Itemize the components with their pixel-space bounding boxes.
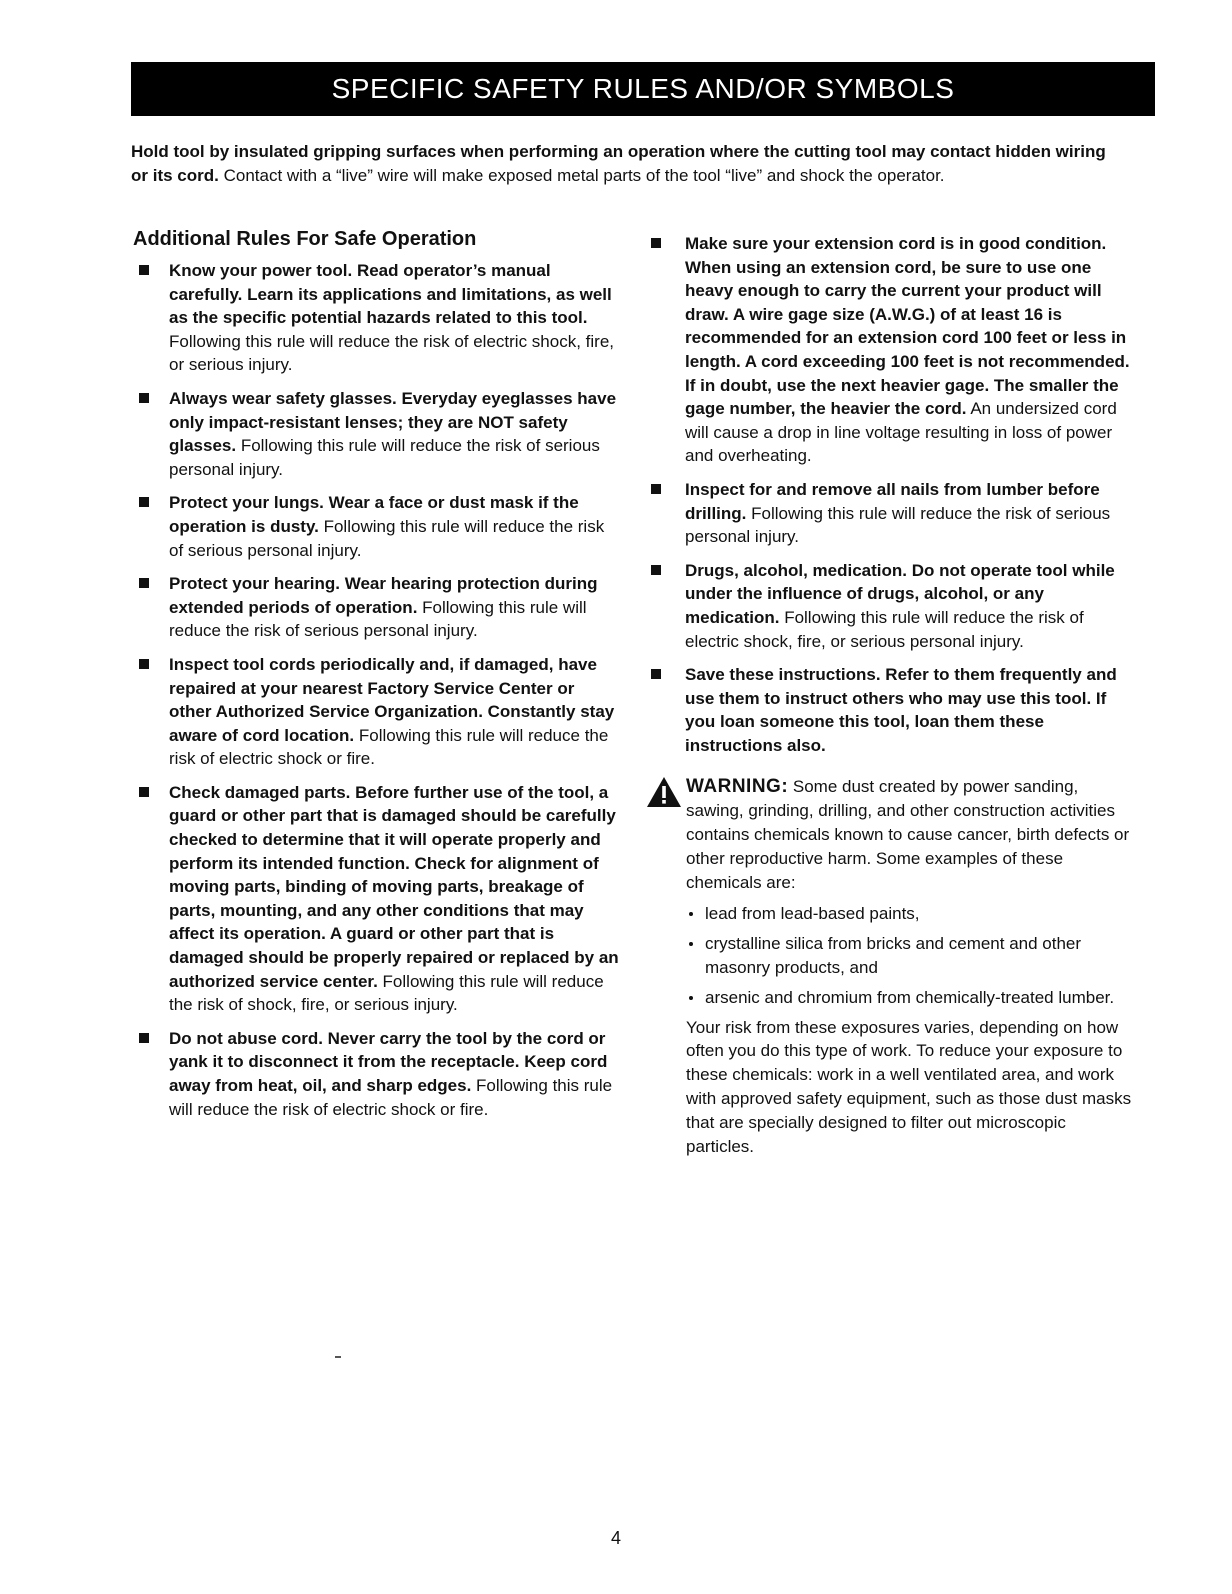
list-item xyxy=(686,986,1136,1010)
square-bullet-icon xyxy=(139,578,149,588)
list-item xyxy=(686,932,1136,980)
rule-damaged-parts xyxy=(131,781,621,1017)
square-bullet-icon xyxy=(651,238,661,248)
square-bullet-icon xyxy=(139,659,149,669)
rule-text: Following this rule will reduce the risk of serious personal injury. xyxy=(169,436,600,479)
square-bullet-icon xyxy=(139,393,149,403)
rule-text: An undersized cord will cause a drop in line voltage resulting in loss of power and overheating. xyxy=(685,399,1117,466)
rule-abuse-cord xyxy=(131,1027,621,1121)
rule-text: Following this rule will reduce the risk of serious personal injury. xyxy=(169,516,605,560)
warning-title: WARNING: xyxy=(686,776,789,798)
rule-text: Following this rule will reduce the risk of shock, fire, or serious injury. xyxy=(169,971,604,1015)
rule-bold: Always wear safety glasses. Everyday eyeglasses have only impact-resistant lenses; they are NOT safety glasses. xyxy=(169,388,617,456)
rule-text: Following this rule will reduce the risk of serious personal injury. xyxy=(685,503,1111,547)
list-item-text: lead from lead-based paints, xyxy=(705,904,920,924)
rule-inspect-cords xyxy=(131,653,621,771)
rule-text: Following this rule will reduce the risk of electric shock or fire. xyxy=(169,1076,613,1119)
square-bullet-icon xyxy=(139,787,149,797)
rule-bold: Drugs, alcohol, medication. Do not operate tool while under the influence of drugs, alcohol, or any medication. xyxy=(685,560,1115,627)
rule-save-instructions xyxy=(646,663,1136,757)
rule-bold: Inspect tool cords periodically and, if damaged, have repaired at your nearest Factory Service Center or other Authorized Service Organization. Constantly stay aware of cord location. xyxy=(169,654,615,745)
rule-drugs-alcohol xyxy=(646,559,1136,653)
list-item-text: arsenic and chromium from chemically-treated lumber. xyxy=(705,987,1115,1007)
intro-bold: Hold tool by insulated gripping surfaces when performing an operation where the cutting tool may contact hidden wiring or its cord. xyxy=(131,142,1106,185)
square-bullet-icon xyxy=(139,265,149,275)
rule-bold: Save these instructions. Refer to them frequently and use them to instruct others who may use this tool. If you loan someone this tool, loan them these instructions also. xyxy=(685,665,1117,755)
rule-protect-lungs xyxy=(131,491,621,562)
rule-text: Following this rule will reduce the risk of electric shock, fire, or serious injury. xyxy=(169,331,614,375)
rule-protect-hearing xyxy=(131,572,621,643)
bullet-dot-icon xyxy=(689,942,693,946)
intro-text: Contact with a “live” wire will make exposed metal parts of the tool “live” and shock the operator. xyxy=(218,165,945,185)
rule-text: Following this rule will reduce the risk of electric shock, fire, or serious personal injury. xyxy=(685,607,1084,651)
rule-text: Following this rule will reduce the risk of electric shock or fire. xyxy=(169,725,609,769)
rule-bold: Know your power tool. Read operator’s manual carefully. Learn its applications and limitations, as well as the specific potential hazards related to this tool. xyxy=(169,261,612,328)
square-bullet-icon xyxy=(139,497,149,507)
rule-bold: Check damaged parts. Before further use of the tool, a guard or other part that is damaged should be carefully checked to determine that it will operate properly and perform its intended function. Check for alignment of moving parts, binding of moving parts, breakage of parts, mounting, and any other conditions that may affect its operation. A guard or other part that is damaged should be properly repaired or replaced by an authorized service center. xyxy=(169,782,619,991)
warning-text: Some dust created by power sanding, sawing, grinding, drilling, and other construction activities contains chemicals known to cause cancer, birth defects or other reproductive harm. Some examples of these chemicals are: xyxy=(686,777,1130,892)
rule-know-tool xyxy=(131,259,621,377)
section-heading: Additional Rules For Safe Operation xyxy=(133,228,477,250)
bullet-dot-icon xyxy=(689,912,693,916)
warning-triangle-icon xyxy=(646,776,682,808)
square-bullet-icon xyxy=(651,669,661,679)
left-column xyxy=(131,228,621,1131)
rule-bold: Protect your hearing. Wear hearing protection during extended periods of operation. xyxy=(169,574,598,617)
rule-bold: Inspect for and remove all nails from lumber before drilling. xyxy=(685,479,1100,523)
page-number: 4 xyxy=(610,1528,621,1548)
rule-extension-cord xyxy=(646,232,1136,468)
rule-bold: Make sure your extension cord is in good condition. When using an extension cord, be sure to use one heavy enough to carry the current your product will draw. A wire gage size (A.W.G.) of at least 16 is recommended for an extension cord 100 feet or less in length. A cord exceeding 100 feet is not recommended. If in doubt, use the next heavier gage. The smaller the gage number, the heavier the cord. xyxy=(685,234,1130,419)
square-bullet-icon xyxy=(651,565,661,575)
section-banner xyxy=(131,62,1155,116)
banner-title: SPECIFIC SAFETY RULES AND/OR SYMBOLS xyxy=(331,73,955,104)
warning-closing: Your risk from these exposures varies, depending on how often you do this type of work. To reduce your exposure to these chemicals: work in a well ventilated area, and work with approved safety equipment, such as those dust masks that are specially designed to filter out microscopic particles. xyxy=(686,1017,1132,1156)
rule-safety-glasses xyxy=(131,387,621,481)
list-item xyxy=(686,902,1136,926)
rule-remove-nails xyxy=(646,478,1136,549)
rule-bold: Protect your lungs. Wear a face or dust mask if the operation is dusty. xyxy=(169,493,579,536)
warning-block xyxy=(646,775,1136,1158)
bullet-dot-icon xyxy=(689,996,693,1000)
list-item-text: crystalline silica from bricks and cement and other masonry products, and xyxy=(705,934,1082,978)
stray-mark xyxy=(335,1356,341,1358)
intro-paragraph xyxy=(131,140,1111,187)
right-column xyxy=(646,232,1136,1158)
square-bullet-icon xyxy=(651,484,661,494)
rule-text: Following this rule will reduce the risk of serious personal injury. xyxy=(169,597,587,641)
rule-bold: Do not abuse cord. Never carry the tool by the cord or yank it to disconnect it from the receptacle. Keep cord away from heat, oil, and sharp edges. xyxy=(169,1028,608,1095)
chemical-examples-list xyxy=(686,902,1136,1009)
square-bullet-icon xyxy=(139,1033,149,1043)
